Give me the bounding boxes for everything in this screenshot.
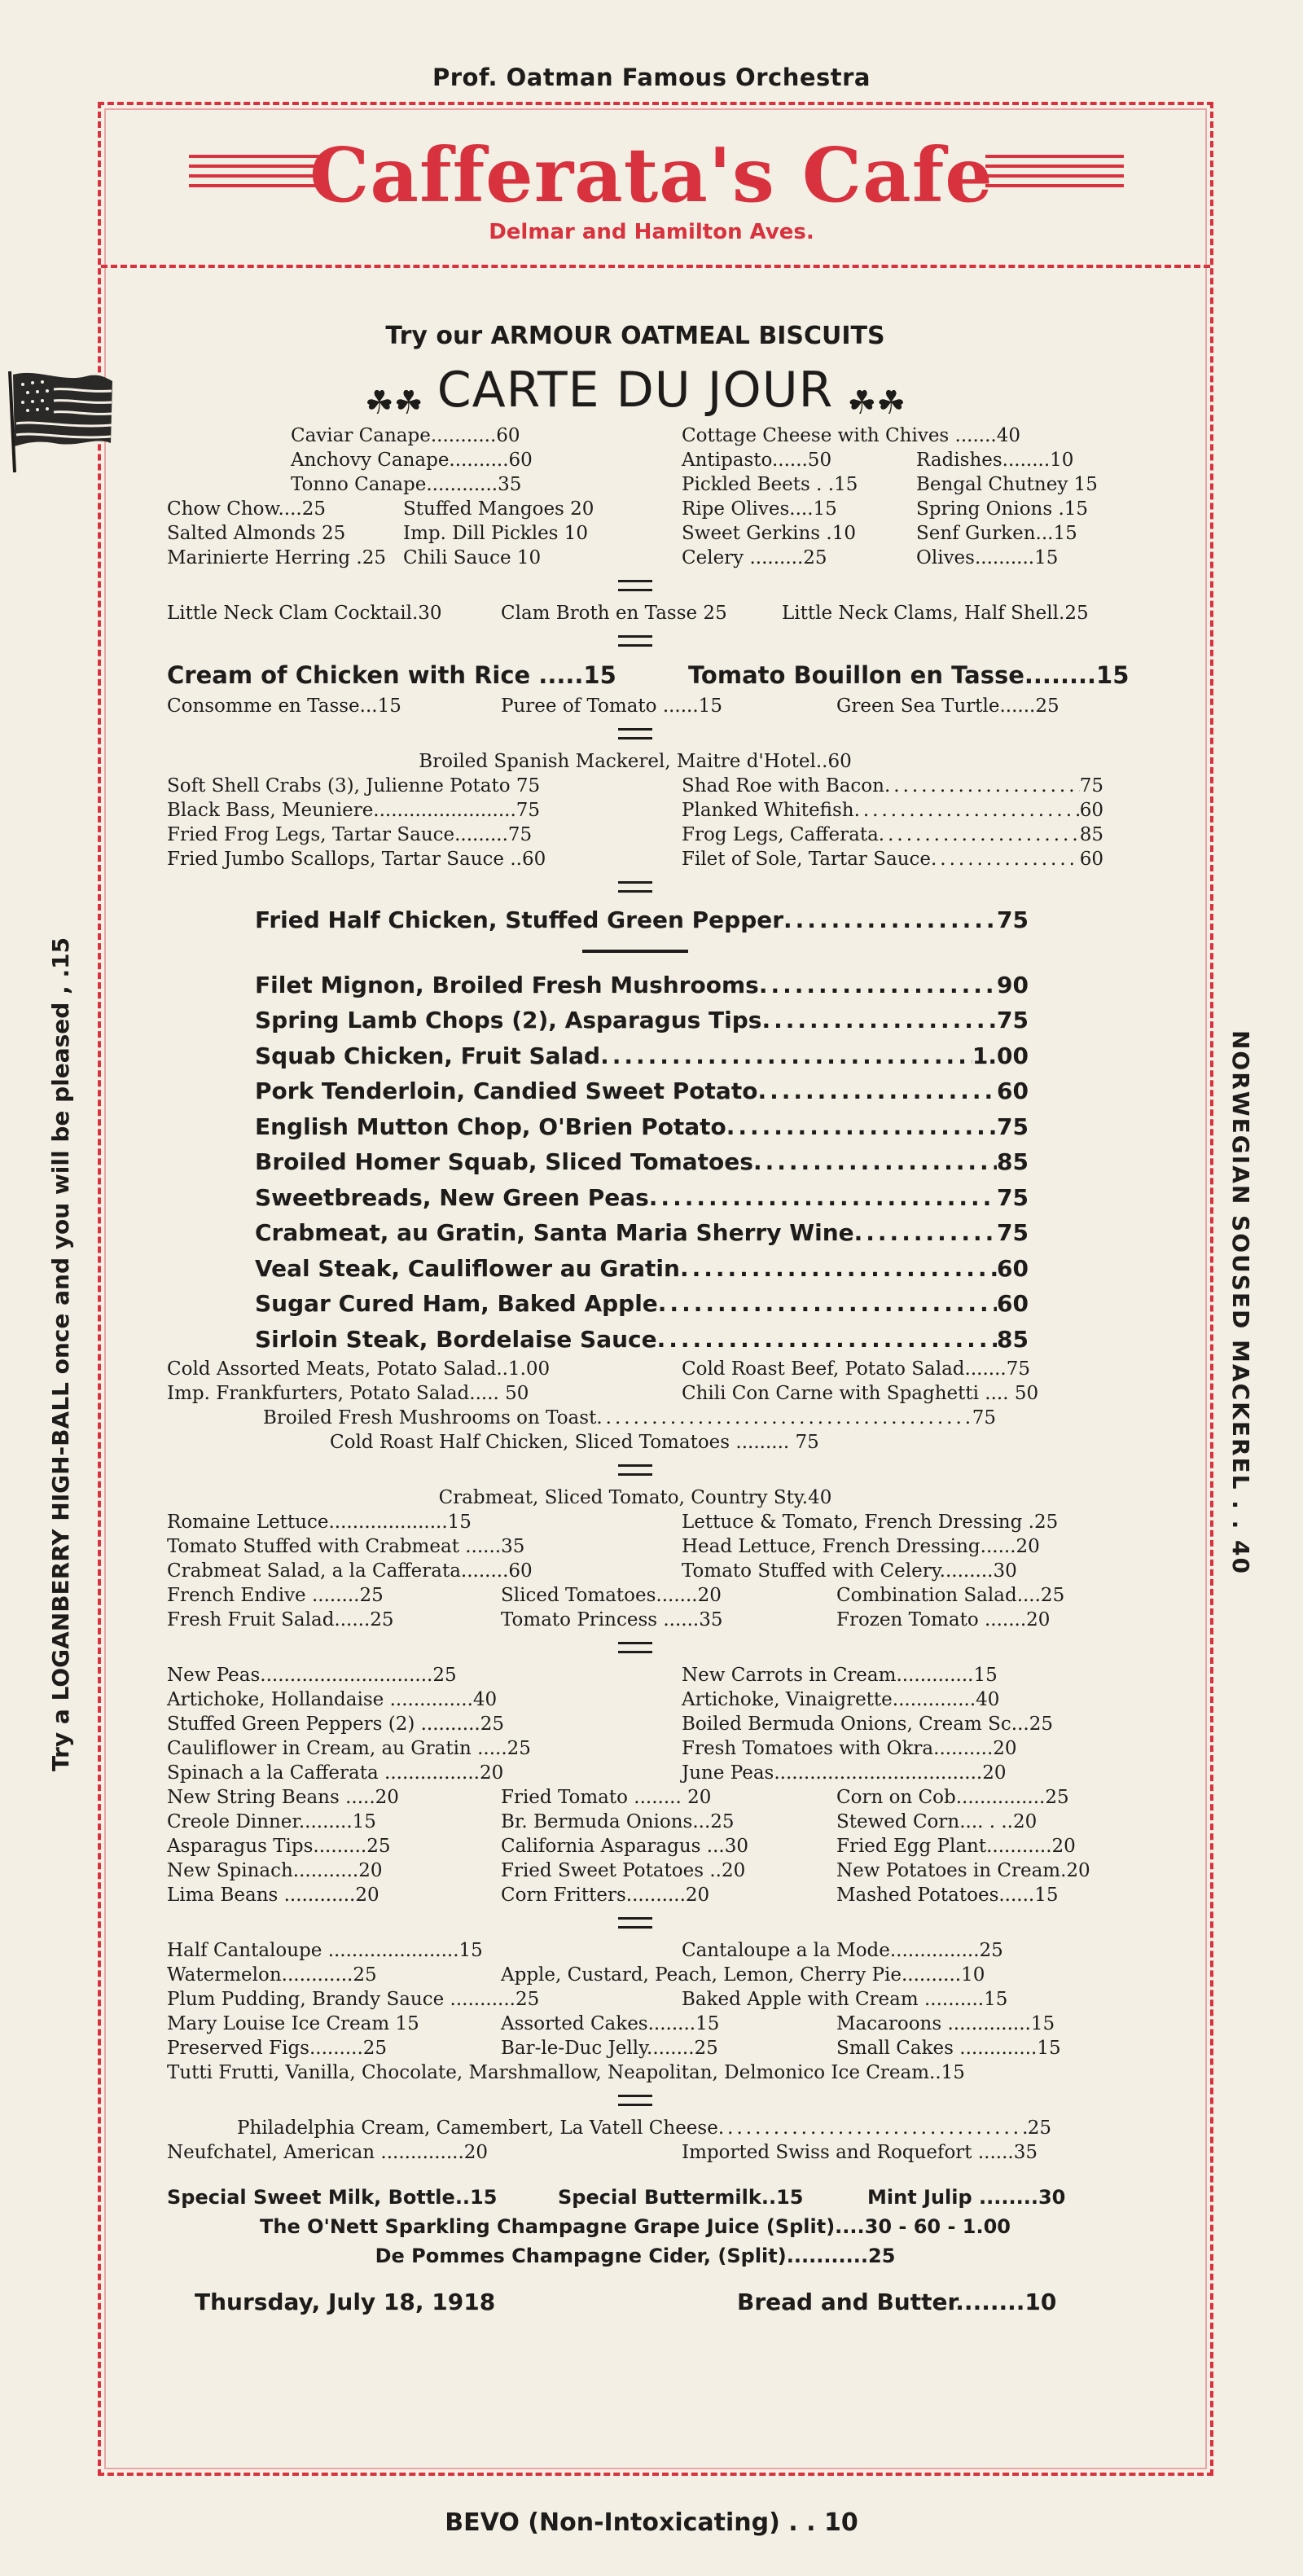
list-item: Cauliflower in Cream, au Gratin .....25 Fresh Tomatoes with Okra..........20 (167, 1738, 1017, 1759)
list-item: Broiled Fresh Mushrooms on Toast ..... 75 (263, 1406, 996, 1430)
cafe-address: Delmar and Hamilton Aves. (489, 220, 814, 244)
list-item: English Mutton Chop, O'Brien Potato ..... 75 (167, 1109, 1029, 1145)
section-divider (618, 580, 652, 591)
salads-headline: Crabmeat, Sliced Tomato, Country Sty.40 (438, 1487, 832, 1508)
list-item: Crabmeat Salad, a la Cafferata........60 Tomato Stuffed with Celery.........30 (167, 1560, 1017, 1582)
list-item: Plum Pudding, Brandy Sauce ...........25 Baked Apple with Cream ..........15 (167, 1989, 1008, 2010)
list-item: Spinach a la Cafferata ................20 June Peas...................................20 (167, 1762, 1007, 1784)
list-item: Sweetbreads, New Green Peas ..... 75 (167, 1180, 1029, 1216)
carte-du-jour-title: CARTE DU JOUR (437, 362, 834, 419)
list-item: Tutti Frutti, Vanilla, Chocolate, Marshmallow, Neapolitan, Delmonico Ice Cream..15 (167, 2062, 965, 2083)
american-flag-icon (5, 368, 115, 474)
list-item: Veal Steak, Cauliflower au Gratin ..... 60 (167, 1251, 1029, 1287)
list-item: Special Sweet Milk, Bottle..15 Special Buttermilk..15 Mint Julip ........30 (167, 2186, 1066, 2209)
list-item: Fried Frog Legs, Tartar Sauce.........75 Frog Legs, Cafferata ..... 85 (167, 823, 1103, 847)
section-divider (618, 635, 652, 647)
list-item: New Spinach...........20 Fried Sweet Potatoes ..20 New Potatoes in Cream.20 (167, 1860, 1090, 1881)
cafe-title: Cafferata's Cafe (309, 131, 994, 219)
fish-section (167, 774, 1103, 871)
list-item: Fresh Fruit Salad......25 Tomato Princess ......35 Frozen Tomato .......20 (167, 1609, 1051, 1630)
list-item: Chow Chow....25 Stuffed Mangoes 20 Ripe Olives....15 Spring Onions .15 (167, 498, 1089, 520)
list-item: Caviar Canape...........60 Cottage Cheese with Chives .......40 (291, 425, 1020, 446)
soups-main-row: Cream of Chicken with Rice .....15 Tomato Bouillon en Tasse........15 (167, 661, 1130, 689)
list-item: Philadelphia Cream, Camembert, La Vatell Cheese ..... 25 (237, 2116, 1051, 2140)
fried-half-chicken: Fried Half Chicken, Stuffed Green Pepper ..... 75 (167, 902, 1029, 938)
section-divider (618, 728, 652, 739)
list-item: Mary Louise Ice Cream 15 Assorted Cakes........15 Macaroons ..............15 (167, 2013, 1055, 2034)
soups-minor-row: Consomme en Tasse...15 Puree of Tomato ......15 Green Sea Turtle......25 (167, 696, 1060, 717)
list-item: Pork Tenderloin, Candied Sweet Potato ..... 60 (167, 1073, 1029, 1109)
side-note-mackerel: NORWEGIAN SOUSED MACKEREL . . 40 (1227, 1030, 1254, 1575)
list-item: Sirloin Steak, Bordelaise Sauce ..... 85 (167, 1322, 1029, 1358)
list-item: Salted Almonds 25 Imp. Dill Pickles 10 Sweet Gerkins .10 Senf Gurken...15 (167, 523, 1077, 544)
cheese-section (167, 2116, 1103, 2165)
section-divider (618, 1917, 652, 1929)
list-item: Filet Mignon, Broiled Fresh Mushrooms ..... 90 (167, 968, 1029, 1003)
menu-body (167, 316, 1130, 2329)
clover-icon-left: ☘☘ (364, 384, 423, 422)
list-item: Imp. Frankfurters, Potato Salad..... 50 Chili Con Carne with Spaghetti .... 50 (167, 1383, 1039, 1404)
salads-section (167, 1510, 1103, 1632)
fish-headline: Broiled Spanish Mackerel, Maitre d'Hotel..60 (419, 751, 852, 772)
list-item: Romaine Lettuce....................15 Lettuce & Tomato, French Dressing .25 (167, 1512, 1059, 1533)
list-item: Anchovy Canape..........60 Antipasto......50 Radishes........10 (291, 450, 1074, 471)
bevo-line: BEVO (Non-Intoxicating) . . 10 (445, 2508, 858, 2537)
section-divider (618, 1464, 652, 1476)
menu-date: Thursday, July 18, 1918 (195, 2289, 496, 2315)
entree-divider (582, 950, 688, 953)
list-item: New Peas.............................25 New Carrots in Cream.............15 (167, 1665, 998, 1686)
section-divider (618, 881, 652, 893)
entrees-section (167, 968, 1103, 1358)
list-item: Soft Shell Crabs (3), Julienne Potato 75 Shad Roe with Bacon ..... 75 (167, 774, 1103, 798)
list-item: Cold Roast Half Chicken, Sliced Tomatoes ......... 75 (330, 1432, 819, 1453)
cold-section (167, 1357, 1103, 1455)
list-item: Tomato Stuffed with Crabmeat ......35 Head Lettuce, French Dressing......20 (167, 1536, 1040, 1557)
list-item: Crabmeat, au Gratin, Santa Maria Sherry Wine ..... 75 (167, 1215, 1029, 1251)
drinks-section (167, 2183, 1103, 2271)
list-item: Sugar Cured Ham, Baked Apple ..... 60 (167, 1286, 1029, 1322)
list-item: French Endive ........25 Sliced Tomatoes.......20 Combination Salad....25 (167, 1585, 1065, 1606)
clover-icon-right: ☘☘ (847, 384, 906, 422)
list-item: Preserved Figs.........25 Bar-le-Duc Jelly........25 Small Cakes .............15 (167, 2038, 1061, 2059)
grape-juice-line: The O'Nett Sparkling Champagne Grape Juice (Split)....30 - 60 - 1.00 (259, 2215, 1011, 2238)
menu-footer (167, 2289, 1103, 2329)
list-item: Tonno Canape............35 Pickled Beets . .15 Bengal Chutney 15 (291, 474, 1098, 495)
list-item: Broiled Homer Squab, Sliced Tomatoes ..... 85 (167, 1144, 1029, 1180)
orchestra-line: Prof. Oatman Famous Orchestra (432, 64, 871, 91)
list-item: Artichoke, Hollandaise ..............40 Artichoke, Vinaigrette..............40 (167, 1689, 1000, 1710)
list-item: Lima Beans ............20 Corn Fritters..........20 Mashed Potatoes......15 (167, 1885, 1059, 1906)
list-item: Black Bass, Meuniere........................75 Planked Whitefish ..... 60 (167, 798, 1103, 823)
bread-and-butter: Bread and Butter........10 (737, 2289, 1057, 2315)
list-item: Squab Chicken, Fruit Salad ..... 1.00 (167, 1038, 1029, 1074)
appetizers-section (167, 423, 1103, 570)
side-note-loganberry: Try a LOGANBERRY HIGH-BALL once and you will be pleased , .15 (47, 937, 74, 1771)
clams-row: Little Neck Clam Cocktail.30 Clam Broth en Tasse 25 Little Neck Clams, Half Shell.25 (167, 603, 1089, 624)
vegetables-section (167, 1663, 1103, 1907)
list-item: Spring Lamb Chops (2), Asparagus Tips ..... 75 (167, 1003, 1029, 1038)
carte-heading (167, 357, 1103, 423)
list-item: Fried Jumbo Scallops, Tartar Sauce ..60 Filet of Sole, Tartar Sauce ..... 60 (167, 847, 1103, 871)
list-item: Cold Assorted Meats, Potato Salad..1.00 Cold Roast Beef, Potato Salad.......75 (167, 1358, 1030, 1380)
desserts-section (167, 1938, 1103, 2085)
list-item: Asparagus Tips.........25 California Asparagus ...30 Fried Egg Plant...........20 (167, 1836, 1076, 1857)
list-item: Neufchatel, American ..............20 Imported Swiss and Roquefort ......35 (167, 2142, 1038, 2163)
section-divider (618, 2095, 652, 2106)
list-item: Watermelon............25 Apple, Custard, Peach, Lemon, Cherry Pie..........10 (167, 1964, 985, 1986)
section-divider (618, 1642, 652, 1653)
list-item: Half Cantaloupe ......................15 Cantaloupe a la Mode...............25 (167, 1940, 1003, 1961)
list-item: Stuffed Green Peppers (2) ..........25 Boiled Bermuda Onions, Cream Sc...25 (167, 1714, 1053, 1735)
header-divider (101, 265, 1210, 268)
biscuits-promo: Try our ARMOUR OATMEAL BISCUITS (385, 322, 885, 350)
list-item: Creole Dinner.........15 Br. Bermuda Onions...25 Stewed Corn.... . ..20 (167, 1811, 1038, 1832)
list-item: New String Beans .....20 Fried Tomato ........ 20 Corn on Cob...............25 (167, 1787, 1069, 1808)
list-item: Marinierte Herring .25 Chili Sauce 10 Celery .........25 Olives..........15 (167, 547, 1059, 568)
cider-line: De Pommes Champagne Cider, (Split)...........25 (375, 2245, 896, 2267)
